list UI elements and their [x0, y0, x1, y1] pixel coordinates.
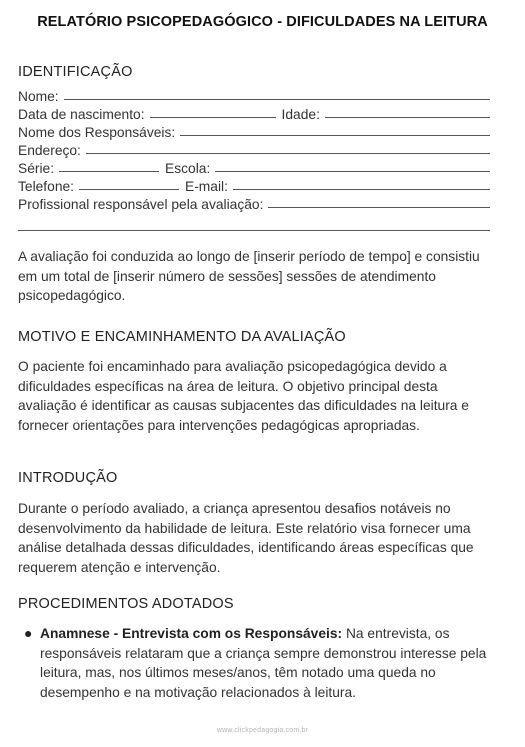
list-item: [24, 624, 490, 702]
motivo-paragraph: O paciente foi encaminhado para avaliação psicopedagógica devido a dificuldades específicas na área de leitura. O objetivo principal desta avaliação é identificar as causas subjacentes das dificuldades na leitura e fornecer orientações para intervenções pedagógicas apropriadas.: [18, 359, 469, 433]
idade-label: Idade:: [281, 107, 320, 122]
field-endereco: [18, 140, 490, 158]
email-label: E-mail:: [185, 179, 228, 194]
escola-label: Escola:: [165, 161, 211, 176]
list-item-body: Na entrevista, os responsáveis relataram que a criança sempre demonstrou interesse pela leitura, mas, nos últimos meses/anos, têm notado uma queda no desempenho e na motivação relacionados à leitura.: [40, 626, 487, 700]
endereco-label: Endereço:: [18, 143, 81, 158]
profissional-label: Profissional responsável pela avaliação:: [18, 197, 264, 212]
responsaveis-label: Nome dos Responsáveis:: [18, 125, 176, 140]
intro-paragraph: A avaliação foi conduzida ao longo de [inserir período de tempo] e consistiu em um total de [inserir número de sessões] sessões de atendimento psicopedagógico.: [18, 249, 480, 303]
footer-watermark: www.clickpedagogia.com.br: [216, 727, 309, 734]
list-item-bold: Anamnese - Entrevista com os Responsáveis:: [40, 626, 343, 641]
serie-label: Série:: [18, 161, 55, 176]
section-heading-procedimentos: PROCEDIMENTOS ADOTADOS: [18, 596, 234, 612]
field-nascimento-idade: [18, 104, 490, 122]
field-nome: [18, 86, 490, 104]
email-line[interactable]: [233, 188, 490, 190]
nome-label: Nome:: [18, 89, 59, 104]
field-responsaveis: [18, 122, 490, 140]
introducao-paragraph: Durante o período avaliado, a criança apresentou desafios notáveis no desenvolvimento da habilidade de leitura. Este relatório visa fornecer uma análise detalhada dessas dificuldades, identificando áreas específicas que requerem atenção e intervenção.: [18, 501, 474, 575]
section-heading-introducao: INTRODUÇÃO: [18, 470, 118, 486]
field-profissional: [18, 194, 490, 212]
section-heading-identificacao: IDENTIFICAÇÃO: [18, 64, 133, 80]
document-title: RELATÓRIO PSICOPEDAGÓGICO - DIFICULDADES NA LEITURA: [37, 14, 488, 30]
endereco-line[interactable]: [86, 152, 490, 154]
bullet-dot-icon: ●: [24, 625, 33, 641]
escola-line[interactable]: [215, 170, 490, 172]
field-serie-escola: [18, 158, 490, 176]
extra-blank-line[interactable]: [18, 230, 490, 231]
telefone-line[interactable]: [79, 188, 179, 190]
telefone-label: Telefone:: [18, 179, 74, 194]
section-heading-motivo: MOTIVO E ENCAMINHAMENTO DA AVALIAÇÃO: [18, 329, 346, 345]
responsaveis-line[interactable]: [180, 134, 490, 136]
profissional-line[interactable]: [268, 206, 490, 208]
list-item-text: [40, 624, 490, 702]
nascimento-line[interactable]: [150, 116, 276, 118]
serie-line[interactable]: [59, 170, 159, 172]
field-telefone-email: [18, 176, 490, 194]
nascimento-label: Data de nascimento:: [18, 107, 145, 122]
nome-line[interactable]: [64, 98, 490, 100]
idade-line[interactable]: [325, 116, 490, 118]
